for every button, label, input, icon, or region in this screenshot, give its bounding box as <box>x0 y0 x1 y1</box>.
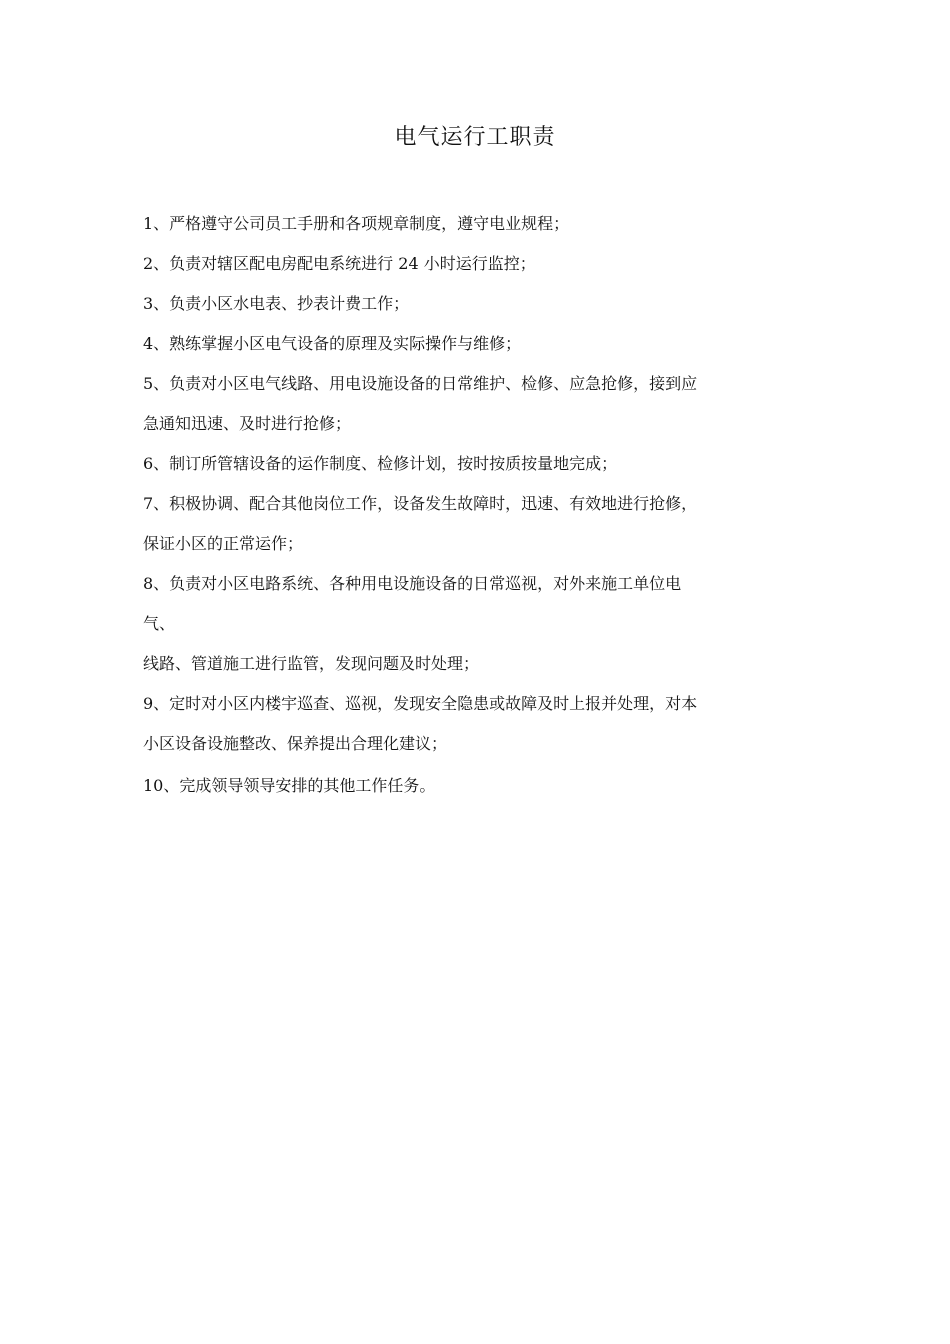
duty-line: 6、制订所管辖设备的运作制度、检修计划，按时按质按量地完成； <box>143 454 618 473</box>
duty-line: 1、严格遵守公司员工手册和各项规章制度，遵守电业规程； <box>143 214 570 233</box>
duty-line-continuation: 线路、管道施工进行监管，发现问题及时处理； <box>143 654 480 673</box>
duty-line: 10、完成领导领导安排的其他工作任务。 <box>143 776 436 795</box>
duty-line: 8、负责对小区电路系统、各种用电设施设备的日常巡视，对外来施工单位电 <box>143 574 682 593</box>
document-body <box>143 204 807 806</box>
duty-line-continuation: 小区设备设施整改、保养提出合理化建议； <box>143 734 448 753</box>
duty-line: 9、定时对小区内楼宇巡查、巡视，发现安全隐患或故障及时上报并处理，对本 <box>143 694 698 713</box>
duty-line-continuation: 保证小区的正常运作； <box>143 534 304 553</box>
duty-line: 3、负责小区水电表、抄表计费工作； <box>143 294 410 313</box>
duty-line: 4、熟练掌握小区电气设备的原理及实际操作与维修； <box>143 334 522 353</box>
duty-line-continuation: 急通知迅速、及时进行抢修； <box>143 414 352 433</box>
duty-line-continuation: 气、 <box>143 614 176 633</box>
duty-line: 5、负责对小区电气线路、用电设施设备的日常维护、检修、应急抢修，接到应 <box>143 374 698 393</box>
document-title: 电气运行工职责 <box>394 125 556 150</box>
duty-line: 7、积极协调、配合其他岗位工作，设备发生故障时，迅速、有效地进行抢修， <box>143 494 698 513</box>
duty-line: 2、负责对辖区配电房配电系统进行 24 小时运行监控； <box>143 254 536 273</box>
